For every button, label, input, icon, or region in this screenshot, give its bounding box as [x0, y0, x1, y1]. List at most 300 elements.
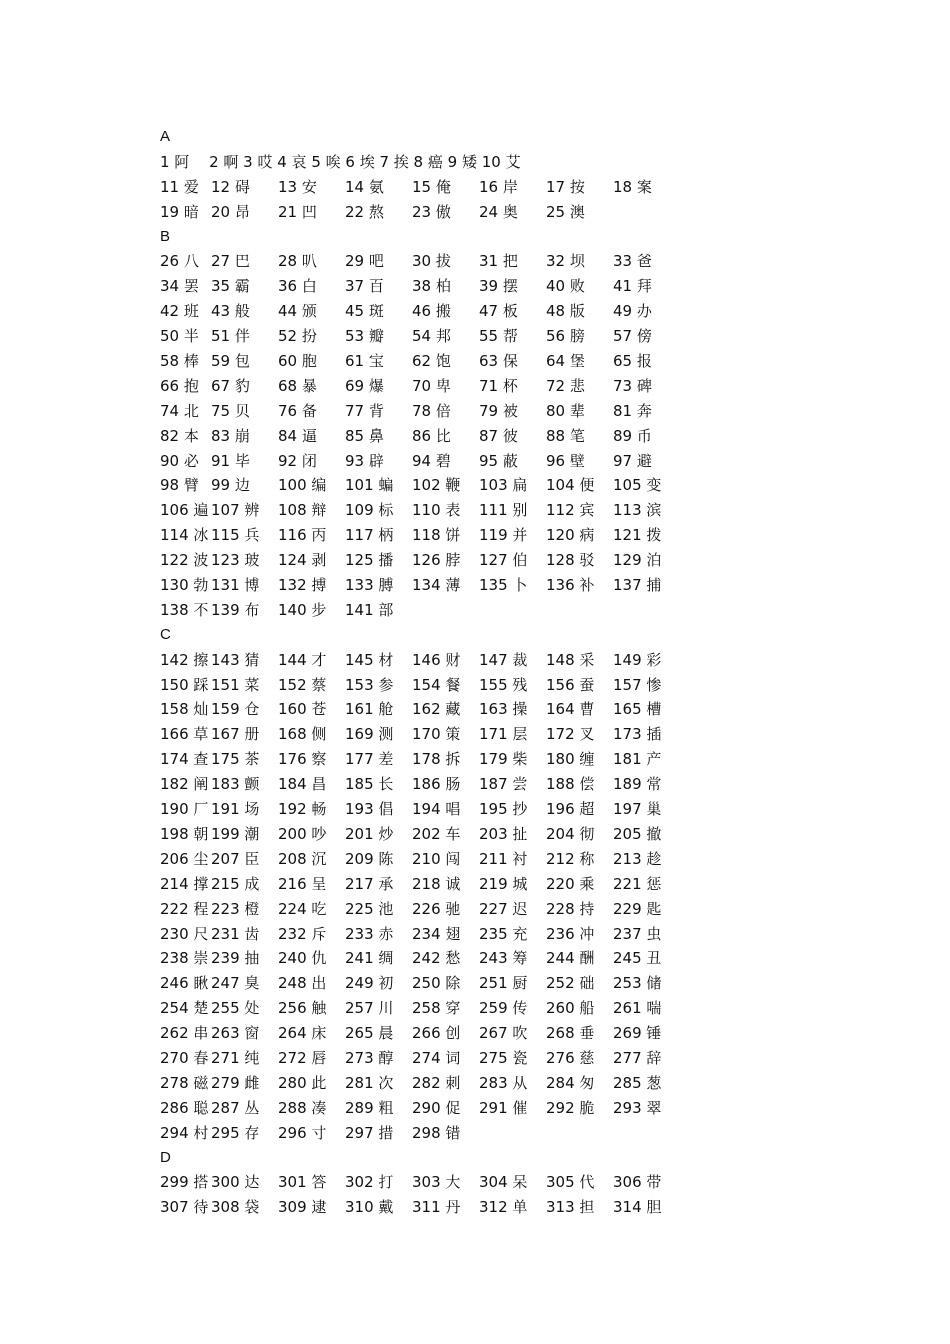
list-item: 82 本 [160, 426, 199, 445]
list-item: 248 出 [278, 974, 327, 993]
list-item: 96 壁 [546, 451, 585, 470]
list-item: 268 垂 [546, 1024, 595, 1043]
list-item: 207 臣 [211, 849, 260, 868]
list-item: 252 础 [546, 974, 595, 993]
list-item: 71 杯 [479, 376, 518, 395]
list-item: 160 苍 [278, 700, 327, 719]
list-item: 48 版 [546, 302, 585, 321]
list-item: 122 波 [160, 551, 209, 570]
list-item: 25 澳 [546, 202, 585, 221]
list-item: 107 辨 [211, 501, 260, 520]
list-item: 170 策 [412, 725, 461, 744]
list-item: 14 氨 [345, 177, 384, 196]
list-item: 271 纯 [211, 1048, 260, 1067]
list-item: 85 鼻 [345, 426, 384, 445]
list-item: 299 搭 [160, 1173, 209, 1192]
list-item: 159 仓 [211, 700, 260, 719]
list-item: 196 超 [546, 800, 595, 819]
list-row [160, 922, 680, 947]
list-item: 84 逼 [278, 426, 317, 445]
list-item: 120 病 [546, 526, 595, 545]
list-item: 304 呆 [479, 1173, 528, 1192]
list-item: 54 邦 [412, 327, 451, 346]
list-item: 127 伯 [479, 551, 528, 570]
list-item: 72 悲 [546, 376, 585, 395]
list-item: 113 滨 [613, 501, 662, 520]
list-item: 38 柏 [412, 277, 451, 296]
list-item: 83 崩 [211, 426, 250, 445]
list-item: 64 堡 [546, 352, 585, 371]
list-item: 300 达 [211, 1173, 260, 1192]
list-item: 65 报 [613, 352, 652, 371]
list-item: 249 初 [345, 974, 394, 993]
list-item: 289 粗 [345, 1098, 394, 1117]
list-item: 95 蔽 [479, 451, 518, 470]
list-item: 52 扮 [278, 327, 317, 346]
list-item: 180 缠 [546, 750, 595, 769]
list-row [160, 1071, 680, 1096]
list-row [160, 175, 680, 200]
list-item: 286 聪 [160, 1098, 209, 1117]
list-item: 295 存 [211, 1123, 260, 1142]
list-item: 296 寸 [278, 1123, 327, 1142]
list-item: 194 唱 [412, 800, 461, 819]
list-item: 168 侧 [278, 725, 327, 744]
list-item: 158 灿 [160, 700, 209, 719]
list-item: 156 蚕 [546, 675, 595, 694]
list-row [160, 324, 680, 349]
list-item: 244 酬 [546, 949, 595, 968]
list-row [160, 573, 680, 598]
list-item: 103 扁 [479, 476, 528, 495]
list-item: 179 柴 [479, 750, 528, 769]
section-heading: B [160, 227, 171, 245]
list-item: 121 拨 [613, 526, 662, 545]
list-item: 20 昂 [211, 202, 250, 221]
list-row [160, 697, 680, 722]
list-item: 154 餐 [412, 675, 461, 694]
list-item: 197 巢 [613, 800, 662, 819]
list-item: 16 岸 [479, 177, 518, 196]
list-item: 230 尺 [160, 924, 209, 943]
list-item: 234 翅 [412, 924, 461, 943]
list-item: 29 吧 [345, 252, 384, 271]
list-item: 15 俺 [412, 177, 451, 196]
list-item: 141 部 [345, 600, 394, 619]
list-item: 110 表 [412, 501, 461, 520]
list-item: 256 触 [278, 999, 327, 1018]
list-row [160, 971, 680, 996]
list-item: 142 擦 [160, 650, 209, 669]
list-row [160, 1195, 680, 1220]
list-item: 166 草 [160, 725, 209, 744]
list-item: 297 措 [345, 1123, 394, 1142]
list-item: 191 场 [211, 800, 260, 819]
list-item: 102 鞭 [412, 476, 461, 495]
list-row [160, 349, 680, 374]
list-item: 41 拜 [613, 277, 652, 296]
list-item: 68 暴 [278, 376, 317, 395]
list-item: 250 除 [412, 974, 461, 993]
list-item: 245 丑 [613, 949, 662, 968]
list-item: 145 材 [345, 650, 394, 669]
list-row [160, 822, 680, 847]
list-item: 50 半 [160, 327, 199, 346]
list-item: 242 愁 [412, 949, 461, 968]
list-item: 284 匆 [546, 1073, 595, 1092]
list-row [160, 747, 680, 772]
list-row [160, 797, 680, 822]
list-item: 309 逮 [278, 1198, 327, 1217]
list-item: 44 颁 [278, 302, 317, 321]
list-item: 125 播 [345, 551, 394, 570]
list-item: 273 醇 [345, 1048, 394, 1067]
list-item: 111 别 [479, 501, 528, 520]
list-item: 45 斑 [345, 302, 384, 321]
list-item: 39 摆 [479, 277, 518, 296]
list-item: 294 村 [160, 1123, 209, 1142]
list-item: 199 潮 [211, 824, 260, 843]
list-item: 118 饼 [412, 526, 461, 545]
list-item: 27 巴 [211, 252, 250, 271]
list-item: 87 彼 [479, 426, 518, 445]
list-item: 310 戴 [345, 1198, 394, 1217]
list-item: 203 扯 [479, 824, 528, 843]
list-item: 146 财 [412, 650, 461, 669]
list-item: 26 八 [160, 252, 199, 271]
list-item: 261 喘 [613, 999, 662, 1018]
list-item: 42 班 [160, 302, 199, 321]
list-item: 78 倍 [412, 401, 451, 420]
list-item: 18 案 [613, 177, 652, 196]
list-item: 24 奥 [479, 202, 518, 221]
list-item: 163 操 [479, 700, 528, 719]
list-item: 260 船 [546, 999, 595, 1018]
list-item: 188 偿 [546, 775, 595, 794]
list-item: 169 测 [345, 725, 394, 744]
list-item: 153 参 [345, 675, 394, 694]
list-item: 215 成 [211, 874, 260, 893]
list-item: 212 称 [546, 849, 595, 868]
list-item: 136 补 [546, 576, 595, 595]
list-row [160, 249, 680, 274]
list-item: 12 碍 [211, 177, 250, 196]
list-item: 206 尘 [160, 849, 209, 868]
list-item: 59 包 [211, 352, 250, 371]
list-item: 302 打 [345, 1173, 394, 1192]
list-item: 138 不 [160, 600, 209, 619]
list-item: 221 惩 [613, 874, 662, 893]
list-row [160, 772, 680, 797]
list-item: 104 便 [546, 476, 595, 495]
list-item: 276 慈 [546, 1048, 595, 1067]
list-item: 23 傲 [412, 202, 451, 221]
list-item: 216 呈 [278, 874, 327, 893]
list-item: 272 唇 [278, 1048, 327, 1067]
list-item: 222 程 [160, 899, 209, 918]
list-item: 74 北 [160, 401, 199, 420]
list-item: 152 蔡 [278, 675, 327, 694]
list-item: 213 趁 [613, 849, 662, 868]
list-item: 175 茶 [211, 750, 260, 769]
list-item: 201 炒 [345, 824, 394, 843]
list-item: 210 闯 [412, 849, 461, 868]
list-item: 61 宝 [345, 352, 384, 371]
list-row [160, 424, 680, 449]
list-item: 105 变 [613, 476, 662, 495]
list-item: 266 创 [412, 1024, 461, 1043]
list-item: 305 代 [546, 1173, 595, 1192]
list-item: 176 察 [278, 750, 327, 769]
list-item: 182 阐 [160, 775, 209, 794]
list-item: 51 伴 [211, 327, 250, 346]
list-row [160, 523, 680, 548]
list-item: 298 错 [412, 1123, 461, 1142]
list-item: 267 吹 [479, 1024, 528, 1043]
list-item: 177 差 [345, 750, 394, 769]
list-item: 239 抽 [211, 949, 260, 968]
list-item: 60 胞 [278, 352, 317, 371]
list-item: 149 彩 [613, 650, 662, 669]
list-item: 17 按 [546, 177, 585, 196]
list-item: 208 沉 [278, 849, 327, 868]
list-item: 94 碧 [412, 451, 451, 470]
list-item: 143 猜 [211, 650, 260, 669]
list-item: 292 脆 [546, 1098, 595, 1117]
list-item: 192 畅 [278, 800, 327, 819]
list-item: 189 常 [613, 775, 662, 794]
list-row [160, 498, 680, 523]
list-item: 186 肠 [412, 775, 461, 794]
list-item: 132 搏 [278, 576, 327, 595]
list-item: 311 丹 [412, 1198, 461, 1217]
section-heading: C [160, 625, 171, 643]
list-item: 140 步 [278, 600, 327, 619]
list-item: 285 葱 [613, 1073, 662, 1092]
list-row [160, 200, 680, 225]
list-item: 49 办 [613, 302, 652, 321]
list-item: 33 爸 [613, 252, 652, 271]
list-item: 98 臂 [160, 476, 199, 495]
list-item: 312 单 [479, 1198, 528, 1217]
list-item: 43 般 [211, 302, 250, 321]
list-item: 225 池 [345, 899, 394, 918]
list-item: 227 迟 [479, 899, 528, 918]
list-item: 56 膀 [546, 327, 585, 346]
list-item: 58 棒 [160, 352, 199, 371]
list-item: 314 胆 [613, 1198, 662, 1217]
list-item: 291 催 [479, 1098, 528, 1117]
list-item: 162 藏 [412, 700, 461, 719]
list-item: 178 拆 [412, 750, 461, 769]
list-item: 32 坝 [546, 252, 585, 271]
list-item: 202 车 [412, 824, 461, 843]
list-item: 190 厂 [160, 800, 209, 819]
list-item: 31 把 [479, 252, 518, 271]
list-item: 251 厨 [479, 974, 528, 993]
list-item: 30 拔 [412, 252, 451, 271]
list-item: 157 惨 [613, 675, 662, 694]
list-item: 134 薄 [412, 576, 461, 595]
list-item: 135 卜 [479, 576, 528, 595]
list-item: 185 长 [345, 775, 394, 794]
list-row [160, 1046, 680, 1071]
list-item: 28 叭 [278, 252, 317, 271]
list-item: 253 储 [613, 974, 662, 993]
list-item: 155 残 [479, 675, 528, 694]
list-item: 269 锤 [613, 1024, 662, 1043]
list-item: 11 爱 [160, 177, 199, 196]
list-item: 77 背 [345, 401, 384, 420]
list-item: 255 处 [211, 999, 260, 1018]
list-item: 259 传 [479, 999, 528, 1018]
list-item: 92 闭 [278, 451, 317, 470]
list-item: 274 词 [412, 1048, 461, 1067]
list-item: 313 担 [546, 1198, 595, 1217]
list-item: 174 查 [160, 750, 209, 769]
list-item: 55 帮 [479, 327, 518, 346]
list-row [160, 399, 680, 424]
list-item: 293 翠 [613, 1098, 662, 1117]
list-item: 46 搬 [412, 302, 451, 321]
list-row [160, 299, 680, 324]
list-item: 233 赤 [345, 924, 394, 943]
list-item: 280 此 [278, 1073, 327, 1092]
list-item: 91 毕 [211, 451, 250, 470]
list-row [160, 673, 680, 698]
list-item: 257 川 [345, 999, 394, 1018]
list-item: 308 袋 [211, 1198, 260, 1217]
list-item: 232 斥 [278, 924, 327, 943]
list-item: 69 爆 [345, 376, 384, 395]
list-item: 193 倡 [345, 800, 394, 819]
list-item: 262 串 [160, 1024, 209, 1043]
list-item: 240 仇 [278, 949, 327, 968]
list-item: 109 标 [345, 501, 394, 520]
list-row [160, 1121, 680, 1146]
list-item: 79 被 [479, 401, 518, 420]
list-item: 218 诚 [412, 874, 461, 893]
list-item: 130 勃 [160, 576, 209, 595]
list-item: 139 布 [211, 600, 260, 619]
list-item: 263 窗 [211, 1024, 260, 1043]
list-row [160, 598, 680, 623]
list-item: 264 床 [278, 1024, 327, 1043]
list-row [160, 722, 680, 747]
list-item: 204 彻 [546, 824, 595, 843]
list-item: 288 凑 [278, 1098, 327, 1117]
list-item: 307 待 [160, 1198, 209, 1217]
list-item: 86 比 [412, 426, 451, 445]
list-item: 112 宾 [546, 501, 595, 520]
list-item: 88 笔 [546, 426, 585, 445]
list-item: 99 边 [211, 476, 250, 495]
section-heading: D [160, 1148, 171, 1166]
list-item: 243 筹 [479, 949, 528, 968]
list-item: 57 傍 [613, 327, 652, 346]
list-item: 70 卑 [412, 376, 451, 395]
list-item: 265 晨 [345, 1024, 394, 1043]
list-item: 241 绸 [345, 949, 394, 968]
list-item: 66 抱 [160, 376, 199, 395]
list-row [160, 1170, 680, 1195]
list-item: 93 辟 [345, 451, 384, 470]
list-item: 237 虫 [613, 924, 662, 943]
list-item: 246 瞅 [160, 974, 209, 993]
list-item: 283 从 [479, 1073, 528, 1092]
list-row [160, 996, 680, 1021]
list-item: 254 楚 [160, 999, 209, 1018]
list-item: 76 备 [278, 401, 317, 420]
section-heading: A [160, 128, 171, 145]
list-item: 147 裁 [479, 650, 528, 669]
list-line: 1 阿 2 啊 3 哎 4 哀 5 唉 6 埃 7 挨 8 癌 9 矮 10 艾 [160, 152, 521, 171]
list-item: 183 颤 [211, 775, 260, 794]
list-item: 277 辞 [613, 1048, 662, 1067]
list-item: 209 陈 [345, 849, 394, 868]
list-row [160, 897, 680, 922]
list-row [160, 946, 680, 971]
list-item: 80 辈 [546, 401, 585, 420]
list-item: 123 玻 [211, 551, 260, 570]
list-item: 275 瓷 [479, 1048, 528, 1067]
list-item: 117 柄 [345, 526, 394, 545]
list-item: 236 冲 [546, 924, 595, 943]
list-item: 306 带 [613, 1173, 662, 1192]
list-item: 303 大 [412, 1173, 461, 1192]
list-row [160, 1021, 680, 1046]
list-item: 133 膊 [345, 576, 394, 595]
list-row [160, 548, 680, 573]
list-item: 164 曹 [546, 700, 595, 719]
list-item: 171 层 [479, 725, 528, 744]
list-item: 101 蝙 [345, 476, 394, 495]
list-item: 281 次 [345, 1073, 394, 1092]
list-item: 220 乘 [546, 874, 595, 893]
list-row [160, 449, 680, 474]
list-item: 90 必 [160, 451, 199, 470]
list-item: 114 冰 [160, 526, 209, 545]
list-item: 226 驰 [412, 899, 461, 918]
list-item: 167 册 [211, 725, 260, 744]
list-item: 223 橙 [211, 899, 260, 918]
list-item: 184 昌 [278, 775, 327, 794]
list-item: 282 刺 [412, 1073, 461, 1092]
list-row [160, 274, 680, 299]
list-item: 13 安 [278, 177, 317, 196]
list-item: 81 奔 [613, 401, 652, 420]
list-item: 181 产 [613, 750, 662, 769]
list-item: 165 槽 [613, 700, 662, 719]
list-item: 128 驳 [546, 551, 595, 570]
list-row [160, 473, 680, 498]
list-item: 231 齿 [211, 924, 260, 943]
list-item: 21 凹 [278, 202, 317, 221]
list-item: 37 百 [345, 277, 384, 296]
list-item: 161 舱 [345, 700, 394, 719]
list-item: 228 持 [546, 899, 595, 918]
list-item: 36 白 [278, 277, 317, 296]
list-item: 287 丛 [211, 1098, 260, 1117]
list-item: 35 霸 [211, 277, 250, 296]
list-item: 53 瓣 [345, 327, 384, 346]
list-item: 40 败 [546, 277, 585, 296]
list-item: 89 币 [613, 426, 652, 445]
list-item: 270 春 [160, 1048, 209, 1067]
list-row [160, 648, 680, 673]
list-row [160, 1096, 680, 1121]
list-item: 144 才 [278, 650, 327, 669]
